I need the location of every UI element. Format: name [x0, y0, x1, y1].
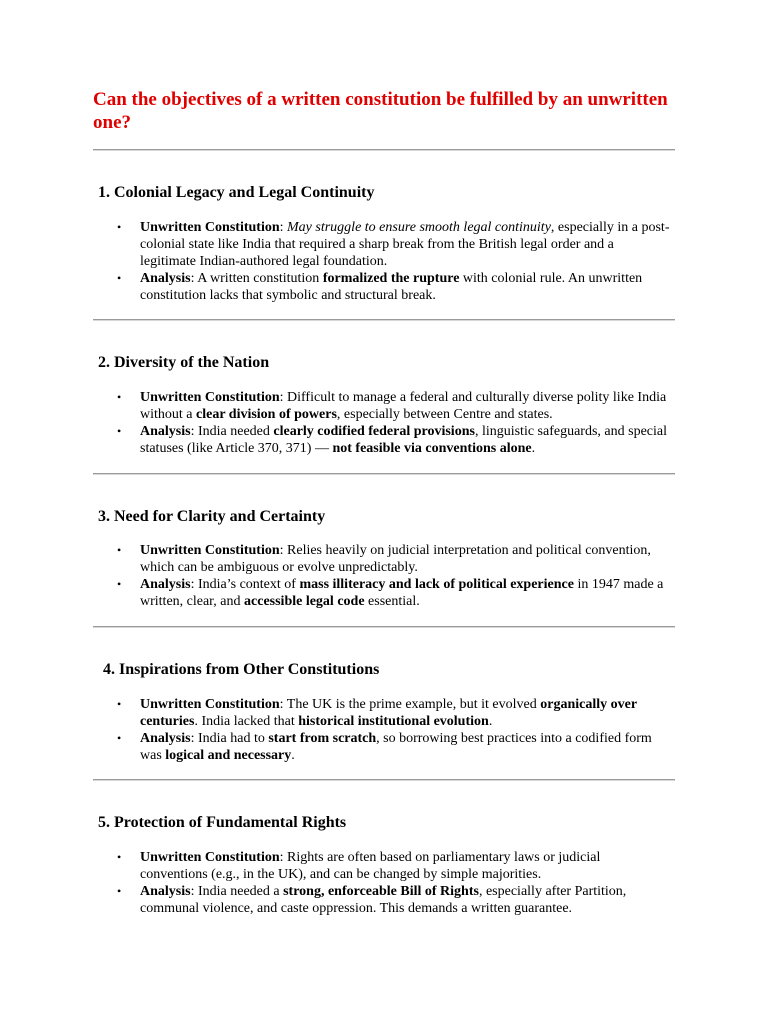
list-item — [0, 730, 670, 764]
bullet-text: in 1947 made a written, clear, and — [140, 577, 664, 609]
list-item — [0, 389, 670, 423]
list-item — [0, 576, 670, 610]
bullet-text: : India needed — [190, 424, 274, 439]
bullet-strong: strong, enforceable Bill of Rights — [283, 884, 479, 899]
list-item — [0, 542, 670, 576]
bullet-text: : Difficult to manage a federal and culturally diverse polity like India without a — [140, 390, 667, 422]
bullet-marker: • — [117, 697, 122, 711]
bullet-marker: • — [117, 577, 122, 591]
bullet-text: : India needed a — [190, 884, 284, 899]
bullet-list — [0, 542, 768, 610]
section-heading: 3. Need for Clarity and Certainty — [98, 508, 326, 525]
list-item — [0, 219, 670, 270]
bullet-label: Analysis — [140, 271, 191, 286]
bullet-label: Analysis — [140, 731, 191, 746]
bullet-marker: • — [117, 390, 122, 404]
list-item — [0, 849, 670, 883]
bullet-label: Analysis — [140, 577, 191, 592]
bullet-marker: • — [117, 884, 122, 898]
divider — [93, 319, 675, 321]
bullet-marker: • — [117, 271, 122, 285]
list-item — [0, 883, 670, 917]
section-heading: 2. Diversity of the Nation — [98, 354, 270, 371]
bullet-text: with colonial rule. An unwritten constitution lacks that symbolic and structural break. — [140, 271, 643, 303]
bullet-text: . — [291, 748, 295, 763]
bullet-text: essential. — [364, 594, 420, 609]
list-item — [0, 696, 670, 730]
bullet-strong: mass illiteracy and lack of political experience — [299, 577, 574, 592]
section-heading: 4. Inspirations from Other Constitutions — [103, 661, 380, 678]
bullet-text: , linguistic safeguards, and special statuses (like Article 370, 371) — — [140, 424, 667, 456]
divider — [93, 149, 675, 151]
bullet-list — [0, 219, 768, 304]
bullet-label: Unwritten Constitution — [140, 850, 280, 865]
bullet-marker: • — [117, 424, 122, 438]
bullet-strong: start from scratch — [268, 731, 377, 746]
bullet-text: : India had to — [190, 731, 269, 746]
bullet-text: : The UK is the prime example, but it evolved — [279, 697, 541, 712]
bullet-strong: clear division of powers — [196, 407, 337, 422]
bullet-marker: • — [117, 850, 122, 864]
bullet-label: Analysis — [140, 424, 191, 439]
bullet-text: . — [488, 714, 493, 729]
bullet-marker: • — [117, 543, 122, 557]
bullet-text: , so borrowing best practices into a codified form was — [140, 731, 652, 763]
bullet-strong: organically over centuries — [140, 697, 637, 729]
bullet-text: . India lacked that — [194, 714, 299, 729]
bullet-list — [0, 389, 768, 457]
bullet-label: Unwritten Constitution — [140, 220, 280, 235]
divider — [93, 626, 675, 628]
section-heading: 1. Colonial Legacy and Legal Continuity — [98, 184, 375, 201]
divider — [93, 779, 675, 781]
bullet-marker: • — [117, 731, 122, 745]
bullet-strong: formalized the rupture — [322, 271, 460, 286]
bullet-emphasis: May struggle to ensure smooth legal continuity — [287, 220, 551, 235]
bullet-label: Analysis — [140, 884, 191, 899]
bullet-strong: not feasible via conventions alone — [332, 441, 532, 456]
list-item — [0, 270, 670, 304]
bullet-text: : A written constitution — [190, 271, 323, 286]
bullet-text: , especially after Partition, communal violence, and caste oppression. This demands a written guarantee. — [140, 884, 627, 916]
list-item — [0, 423, 670, 457]
bullet-text: : — [279, 220, 288, 235]
bullet-strong: logical and necessary — [165, 748, 292, 763]
section-heading: 5. Protection of Fundamental Rights — [98, 814, 347, 831]
bullet-list — [0, 849, 768, 917]
bullet-text: : Rights are often based on parliamentary laws or judicial conventions (e.g., in the UK), and can be changed by simple majorities. — [140, 850, 601, 882]
bullet-text: : India’s context of — [190, 577, 300, 592]
bullet-text: , especially between Centre and states. — [336, 407, 553, 422]
page-title: Can the objectives of a written constitution be fulfilled by an unwritten one? — [93, 89, 668, 133]
bullet-label: Unwritten Constitution — [140, 390, 280, 405]
bullet-strong: historical institutional evolution — [298, 714, 489, 729]
bullet-strong: clearly codified federal provisions — [273, 424, 475, 439]
bullet-text: , especially in a post-colonial state like India that required a sharp break from the British legal order and a legitimate Indian-authored legal foundation. — [140, 220, 670, 269]
bullet-label: Unwritten Constitution — [140, 543, 280, 558]
bullet-label: Unwritten Constitution — [140, 697, 280, 712]
bullet-list — [0, 696, 768, 764]
bullet-marker: • — [117, 220, 122, 234]
bullet-text: : Relies heavily on judicial interpretation and political convention, which can be ambiguous or evolve unpredictably. — [140, 543, 651, 575]
bullet-text: . — [531, 441, 536, 456]
divider — [93, 473, 675, 475]
bullet-strong: accessible legal code — [244, 594, 365, 609]
